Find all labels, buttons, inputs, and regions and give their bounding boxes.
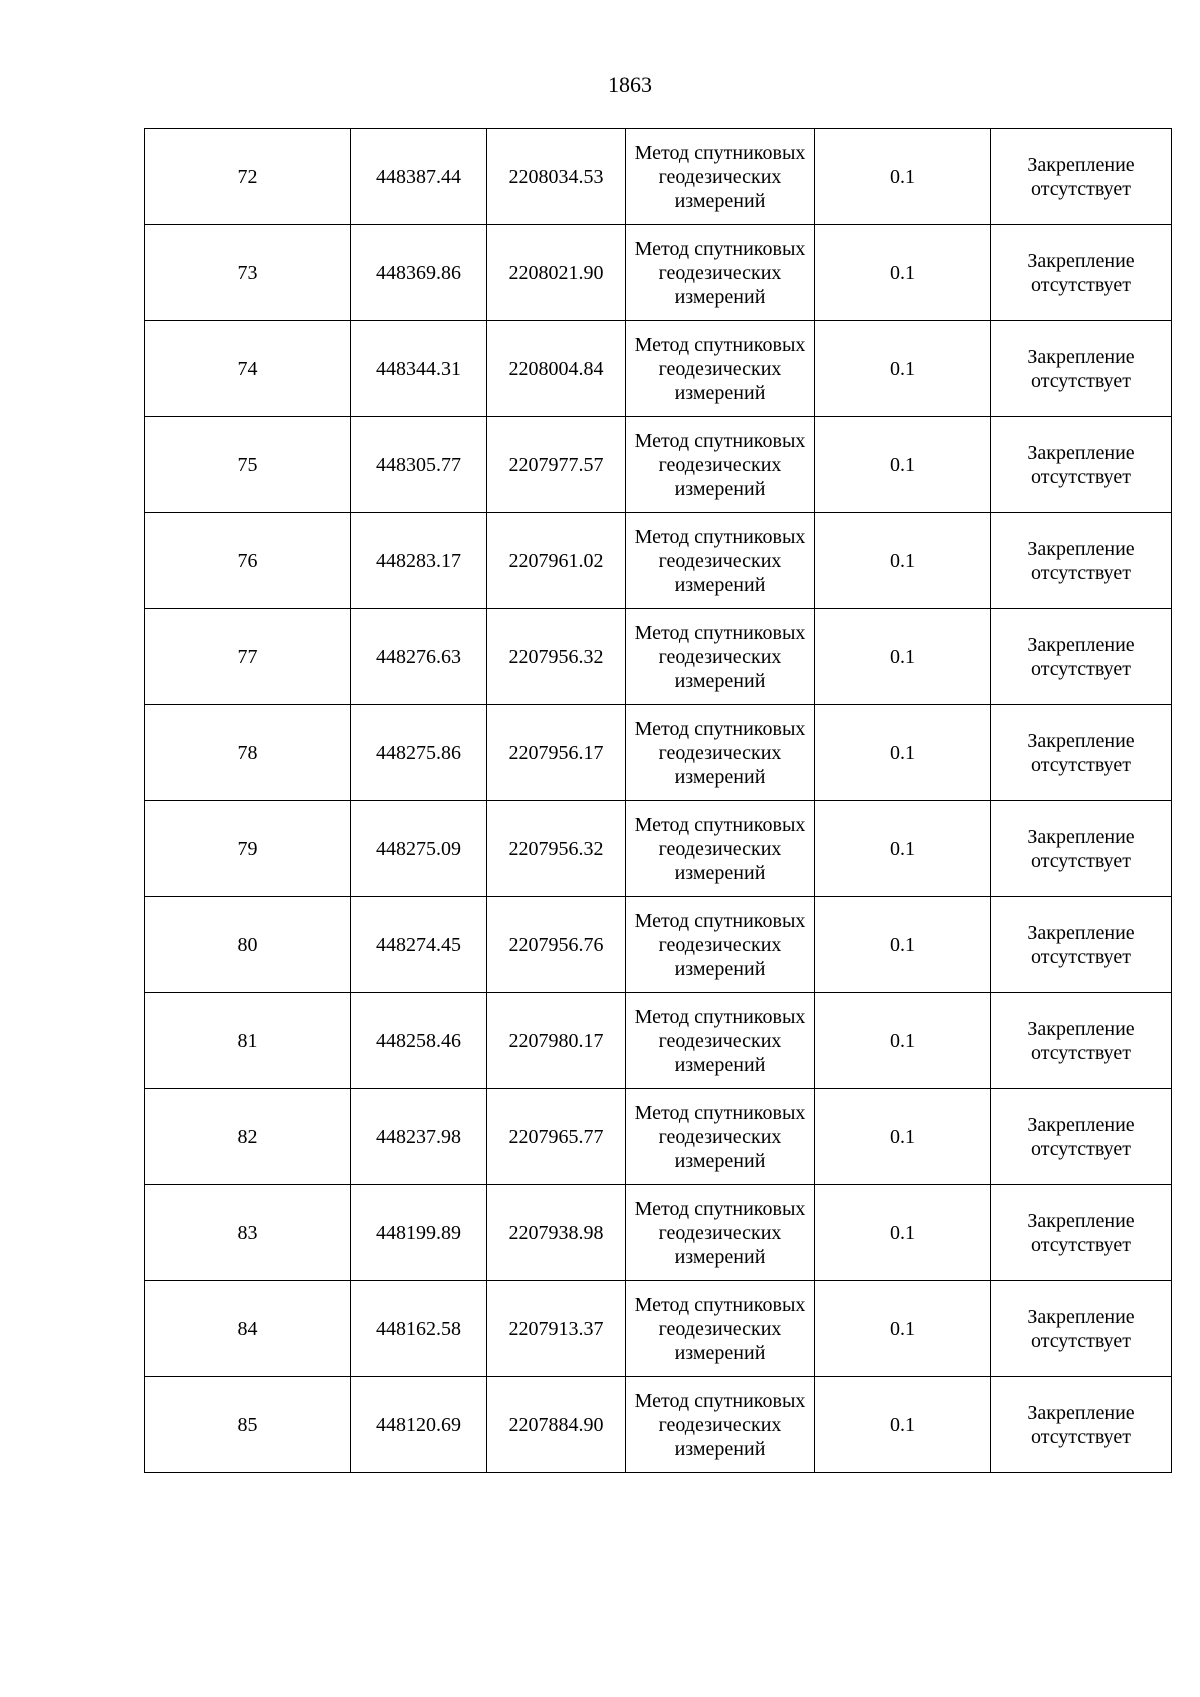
x-coordinate-cell: 448120.69: [351, 1377, 487, 1473]
method-cell: Метод спутниковых геодезических измерений: [626, 225, 815, 321]
x-coordinate-cell: 448258.46: [351, 993, 487, 1089]
y-coordinate-cell: 2207961.02: [487, 513, 626, 609]
accuracy-cell: 0.1: [815, 321, 991, 417]
table-row: [145, 705, 1172, 801]
x-coordinate-cell: 448369.86: [351, 225, 487, 321]
fixing-cell: Закрепление отсутствует: [991, 321, 1172, 417]
x-coordinate-cell: 448344.31: [351, 321, 487, 417]
fixing-cell: Закрепление отсутствует: [991, 225, 1172, 321]
table-row: [145, 897, 1172, 993]
table-row: [145, 321, 1172, 417]
accuracy-cell: 0.1: [815, 993, 991, 1089]
y-coordinate-cell: 2207956.17: [487, 705, 626, 801]
y-coordinate-cell: 2208021.90: [487, 225, 626, 321]
fixing-cell: Закрепление отсутствует: [991, 609, 1172, 705]
fixing-cell: Закрепление отсутствует: [991, 897, 1172, 993]
fixing-cell: Закрепление отсутствует: [991, 513, 1172, 609]
accuracy-cell: 0.1: [815, 897, 991, 993]
fixing-cell: Закрепление отсутствует: [991, 1377, 1172, 1473]
y-coordinate-cell: 2207980.17: [487, 993, 626, 1089]
point-number-cell: 82: [145, 1089, 351, 1185]
method-cell: Метод спутниковых геодезических измерений: [626, 1185, 815, 1281]
method-cell: Метод спутниковых геодезических измерений: [626, 513, 815, 609]
point-number-cell: 78: [145, 705, 351, 801]
fixing-cell: Закрепление отсутствует: [991, 801, 1172, 897]
y-coordinate-cell: 2207956.32: [487, 609, 626, 705]
point-number-cell: 77: [145, 609, 351, 705]
x-coordinate-cell: 448199.89: [351, 1185, 487, 1281]
point-number-cell: 79: [145, 801, 351, 897]
method-cell: Метод спутниковых геодезических измерений: [626, 897, 815, 993]
point-number-cell: 76: [145, 513, 351, 609]
method-cell: Метод спутниковых геодезических измерений: [626, 1281, 815, 1377]
method-cell: Метод спутниковых геодезических измерений: [626, 609, 815, 705]
accuracy-cell: 0.1: [815, 801, 991, 897]
point-number-cell: 84: [145, 1281, 351, 1377]
point-number-cell: 74: [145, 321, 351, 417]
x-coordinate-cell: 448387.44: [351, 129, 487, 225]
point-number-cell: 75: [145, 417, 351, 513]
y-coordinate-cell: 2207913.37: [487, 1281, 626, 1377]
method-cell: Метод спутниковых геодезических измерений: [626, 129, 815, 225]
y-coordinate-cell: 2207977.57: [487, 417, 626, 513]
x-coordinate-cell: 448275.09: [351, 801, 487, 897]
table-row: [145, 993, 1172, 1089]
fixing-cell: Закрепление отсутствует: [991, 705, 1172, 801]
x-coordinate-cell: 448276.63: [351, 609, 487, 705]
point-number-cell: 80: [145, 897, 351, 993]
method-cell: Метод спутниковых геодезических измерений: [626, 1089, 815, 1185]
fixing-cell: Закрепление отсутствует: [991, 993, 1172, 1089]
accuracy-cell: 0.1: [815, 417, 991, 513]
x-coordinate-cell: 448283.17: [351, 513, 487, 609]
method-cell: Метод спутниковых геодезических измерений: [626, 1377, 815, 1473]
y-coordinate-cell: 2207965.77: [487, 1089, 626, 1185]
accuracy-cell: 0.1: [815, 225, 991, 321]
point-number-cell: 72: [145, 129, 351, 225]
x-coordinate-cell: 448305.77: [351, 417, 487, 513]
method-cell: Метод спутниковых геодезических измерений: [626, 801, 815, 897]
table-row: [145, 801, 1172, 897]
y-coordinate-cell: 2208034.53: [487, 129, 626, 225]
accuracy-cell: 0.1: [815, 1281, 991, 1377]
y-coordinate-cell: 2207938.98: [487, 1185, 626, 1281]
accuracy-cell: 0.1: [815, 129, 991, 225]
point-number-cell: 81: [145, 993, 351, 1089]
table-row: [145, 513, 1172, 609]
table-row: [145, 129, 1172, 225]
y-coordinate-cell: 2207956.32: [487, 801, 626, 897]
accuracy-cell: 0.1: [815, 1185, 991, 1281]
accuracy-cell: 0.1: [815, 513, 991, 609]
table-row: [145, 1185, 1172, 1281]
y-coordinate-cell: 2207956.76: [487, 897, 626, 993]
point-number-cell: 85: [145, 1377, 351, 1473]
accuracy-cell: 0.1: [815, 1089, 991, 1185]
table-row: [145, 1089, 1172, 1185]
page-number: 1863: [608, 72, 652, 97]
y-coordinate-cell: 2208004.84: [487, 321, 626, 417]
method-cell: Метод спутниковых геодезических измерений: [626, 705, 815, 801]
fixing-cell: Закрепление отсутствует: [991, 1089, 1172, 1185]
x-coordinate-cell: 448162.58: [351, 1281, 487, 1377]
coordinates-table: [144, 128, 1172, 1473]
accuracy-cell: 0.1: [815, 609, 991, 705]
table-row: [145, 609, 1172, 705]
fixing-cell: Закрепление отсутствует: [991, 129, 1172, 225]
table-row: [145, 1377, 1172, 1473]
point-number-cell: 83: [145, 1185, 351, 1281]
table-row: [145, 225, 1172, 321]
x-coordinate-cell: 448274.45: [351, 897, 487, 993]
accuracy-cell: 0.1: [815, 1377, 991, 1473]
fixing-cell: Закрепление отсутствует: [991, 417, 1172, 513]
fixing-cell: Закрепление отсутствует: [991, 1281, 1172, 1377]
table-row: [145, 417, 1172, 513]
method-cell: Метод спутниковых геодезических измерений: [626, 321, 815, 417]
y-coordinate-cell: 2207884.90: [487, 1377, 626, 1473]
accuracy-cell: 0.1: [815, 705, 991, 801]
fixing-cell: Закрепление отсутствует: [991, 1185, 1172, 1281]
coordinates-table-body: [145, 129, 1172, 1473]
x-coordinate-cell: 448275.86: [351, 705, 487, 801]
method-cell: Метод спутниковых геодезических измерений: [626, 993, 815, 1089]
method-cell: Метод спутниковых геодезических измерений: [626, 417, 815, 513]
x-coordinate-cell: 448237.98: [351, 1089, 487, 1185]
table-row: [145, 1281, 1172, 1377]
point-number-cell: 73: [145, 225, 351, 321]
